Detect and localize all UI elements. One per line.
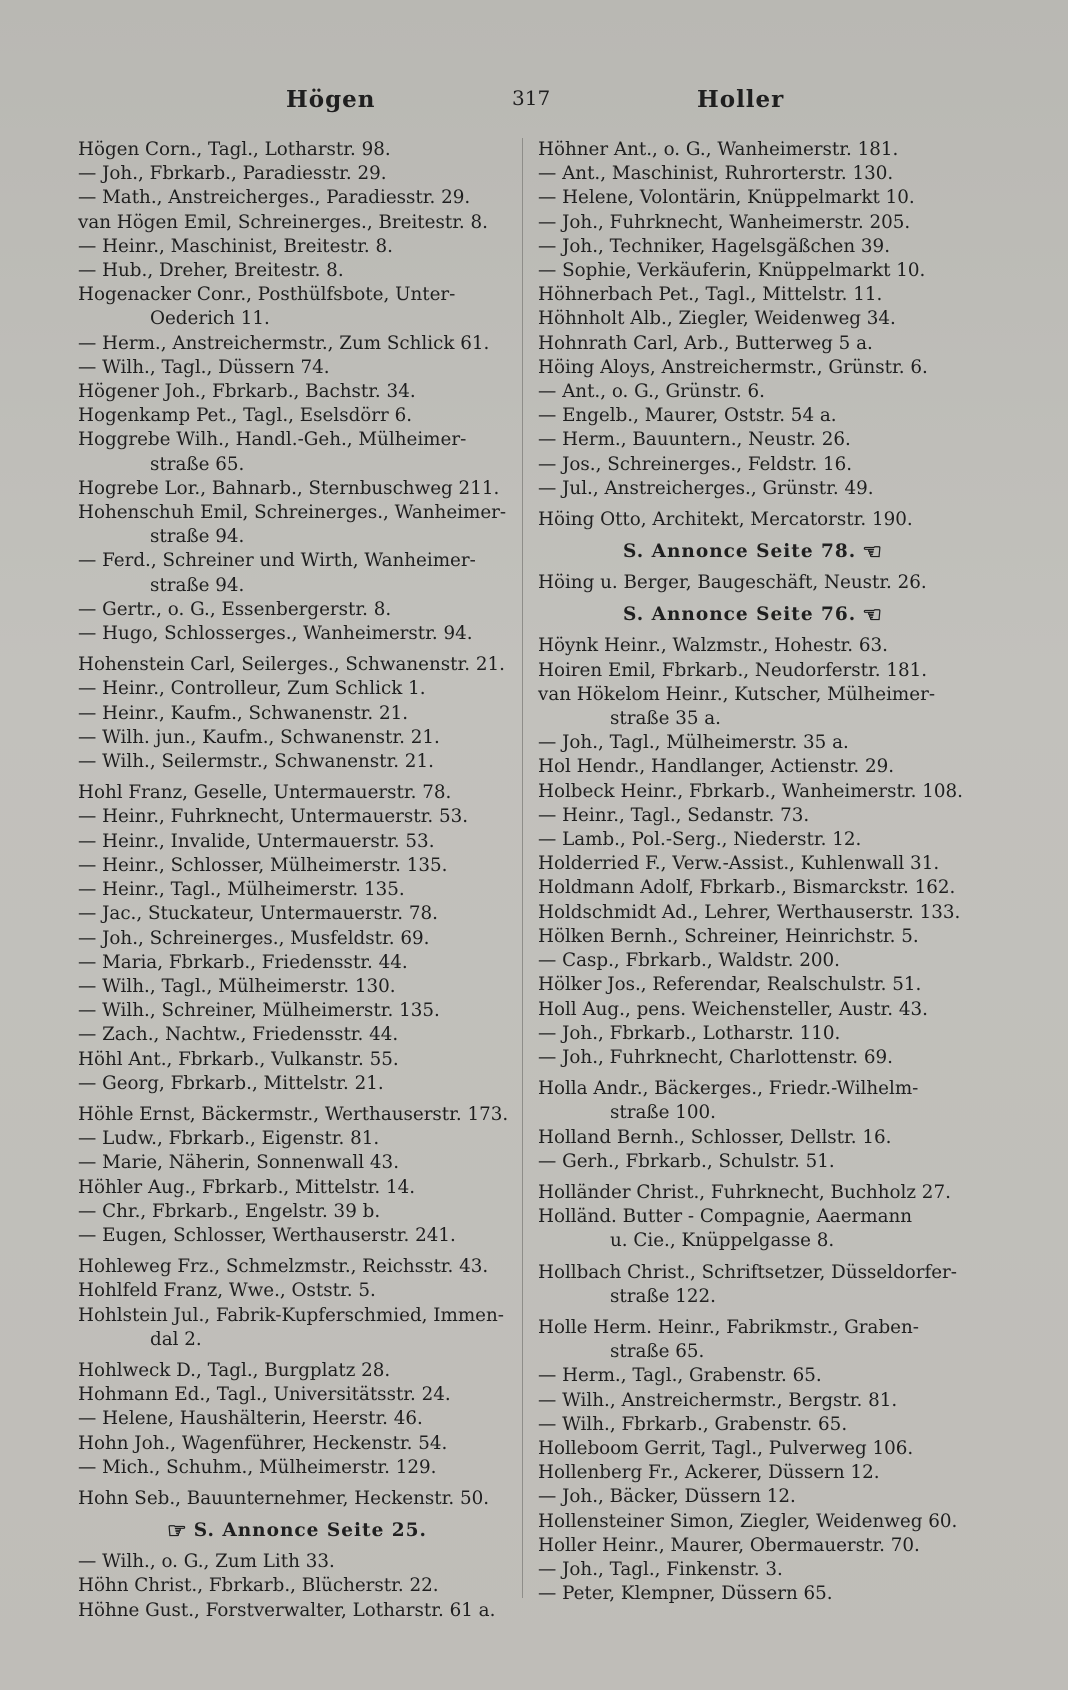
entry-text: — Heinr., Fuhrknecht, Untermauerstr. 53.: [78, 806, 469, 828]
directory-entry: [538, 876, 974, 900]
directory-entry: [78, 1072, 510, 1096]
directory-entry: [538, 162, 974, 186]
directory-entry: [78, 1599, 510, 1623]
directory-entry: [78, 975, 510, 999]
directory-entry: [78, 1151, 510, 1175]
entry-continuation: straße 94.: [150, 574, 245, 596]
entry-text: — Wilh., Anstreichermstr., Bergstr. 81.: [538, 1389, 898, 1411]
directory-entry: [78, 702, 510, 726]
directory-entry: [538, 1413, 974, 1437]
directory-entry: [538, 1126, 974, 1150]
running-head-left: Högen: [286, 86, 376, 113]
entry-text: — Heinr., Kaufm., Schwanenstr. 21.: [78, 702, 409, 724]
entry-text: Holle Herm. Heinr., Fabrikmstr., Graben-: [538, 1316, 919, 1338]
entry-text: Höhle Ernst, Bäckermstr., Werthauserstr. 173.: [78, 1103, 509, 1125]
directory-entry: [78, 927, 510, 951]
entry-text: Hollenberg Fr., Ackerer, Düssern 12.: [538, 1462, 880, 1484]
directory-entry: [78, 1048, 510, 1072]
directory-entry: [78, 235, 510, 259]
directory-entry: [538, 380, 974, 404]
directory-entry: [538, 852, 974, 876]
entry-text: Hohenstein Carl, Seilerges., Schwanenstr. 21.: [78, 654, 505, 676]
entry-text: Hollensteiner Simon, Ziegler, Weidenweg 60.: [538, 1510, 958, 1532]
entry-text: Hohlfeld Franz, Wwe., Oststr. 5.: [78, 1280, 376, 1302]
entry-continuation: dal 2.: [150, 1328, 202, 1350]
directory-entry: [538, 259, 974, 283]
directory-entry: [538, 1077, 974, 1125]
entry-text: Hohl Franz, Geselle, Untermauerstr. 78.: [78, 782, 452, 804]
directory-entry: [538, 1485, 974, 1509]
entry-text: — Maria, Fbrkarb., Friedensstr. 44.: [78, 951, 408, 973]
entry-text: — Lamb., Pol.-Serg., Niederstr. 12.: [538, 829, 862, 851]
entry-text: Hohn Seb., Bauunternehmer, Heckenstr. 50.: [78, 1487, 490, 1509]
directory-entry: [538, 428, 974, 452]
entry-text: — Herm., Bauuntern., Neustr. 26.: [538, 429, 851, 451]
directory-entry: [78, 1407, 510, 1431]
entry-text: — Joh., Fuhrknecht, Wanheimerstr. 205.: [538, 211, 911, 233]
annonce-text: S. Annonce Seite 76.: [623, 604, 857, 626]
directory-entry: [78, 428, 510, 476]
entry-text: Hoiren Emil, Fbrkarb., Neudorferstr. 181.: [538, 659, 928, 681]
entry-text: — Joh., Bäcker, Düssern 12.: [538, 1486, 796, 1508]
entry-text: Hol Hendr., Handlanger, Actienstr. 29.: [538, 756, 895, 778]
directory-entry: [78, 283, 510, 331]
entry-text: — Joh., Fbrkarb., Lotharstr. 110.: [538, 1022, 841, 1044]
entry-text: — Jac., Stuckateur, Untermauerstr. 78.: [78, 903, 438, 925]
entry-text: — Marie, Näherin, Sonnenwall 43.: [78, 1152, 400, 1174]
directory-entry: [78, 1103, 510, 1127]
directory-entry: [78, 501, 510, 549]
entry-text: Höhl Ant., Fbrkarb., Vulkanstr. 55.: [78, 1048, 399, 1070]
directory-entry: [538, 477, 974, 501]
directory-entry: [538, 332, 974, 356]
pointing-hand-right-icon: ☞: [167, 1518, 188, 1545]
directory-entry: [538, 804, 974, 828]
directory-entry: [538, 634, 974, 658]
entry-text: Högener Joh., Fbrkarb., Bachstr. 34.: [78, 381, 416, 403]
directory-entry: [538, 1150, 974, 1174]
entry-text: Höing Otto, Architekt, Mercatorstr. 190.: [538, 509, 913, 531]
directory-entry: [78, 549, 510, 597]
directory-entry: [78, 750, 510, 774]
entry-text: — Heinr., Schlosser, Mülheimerstr. 135.: [78, 854, 448, 876]
directory-entry: [538, 1389, 974, 1413]
entry-text: — Wilh. jun., Kaufm., Schwanenstr. 21.: [78, 726, 440, 748]
entry-continuation: straße 100.: [610, 1102, 716, 1124]
entry-text: — Gerh., Fbrkarb., Schulstr. 51.: [538, 1150, 835, 1172]
entry-text: Hogrebe Lor., Bahnarb., Sternbuschweg 211.: [78, 477, 500, 499]
directory-entry: [538, 571, 974, 595]
directory-entry: [538, 659, 974, 683]
entry-text: Holl Aug., pens. Weichensteller, Austr. 43.: [538, 998, 928, 1020]
entry-text: — Jul., Anstreicherges., Grünstr. 49.: [538, 477, 874, 499]
entry-continuation: straße 35 a.: [610, 708, 721, 730]
directory-entry: [538, 1558, 974, 1582]
directory-entry: [78, 211, 510, 235]
directory-entry: [78, 259, 510, 283]
directory-entry: [78, 404, 510, 428]
entry-text: — Joh., Fbrkarb., Paradiesstr. 29.: [78, 163, 387, 185]
directory-entry: [78, 951, 510, 975]
entry-text: — Gertr., o. G., Essenbergerstr. 8.: [78, 598, 392, 620]
entry-text: — Wilh., Tagl., Düssern 74.: [78, 356, 330, 378]
directory-entry: [78, 1432, 510, 1456]
entry-text: — Joh., Schreinerges., Musfeldstr. 69.: [78, 927, 430, 949]
entry-text: — Casp., Fbrkarb., Waldstr. 200.: [538, 950, 840, 972]
entry-text: Hohenschuh Emil, Schreinerges., Wanheimer-: [78, 502, 507, 524]
directory-entry: [78, 781, 510, 805]
entry-text: — Hugo, Schlosserges., Wanheimerstr. 94.: [78, 623, 473, 645]
pointing-hand-left-icon: ☜: [862, 602, 883, 629]
entry-text: — Wilh., Seilermstr., Schwanenstr. 21.: [78, 751, 434, 773]
directory-entry: [538, 1437, 974, 1461]
entry-text: Holleboom Gerrit, Tagl., Pulverweg 106.: [538, 1437, 914, 1459]
entry-text: — Wilh., Fbrkarb., Grabenstr. 65.: [538, 1413, 848, 1435]
entry-text: — Georg, Fbrkarb., Mittelstr. 21.: [78, 1072, 384, 1094]
directory-entry: [538, 138, 974, 162]
directory-entry: [78, 1224, 510, 1248]
annonce-reference: [538, 602, 974, 628]
entry-text: Högen Corn., Tagl., Lotharstr. 98.: [78, 139, 391, 160]
directory-entry: [538, 1510, 974, 1534]
entry-text: — Heinr., Tagl., Sedanstr. 73.: [538, 804, 810, 826]
entry-text: Höynk Heinr., Walzmstr., Hohestr. 63.: [538, 635, 888, 657]
directory-entry: [538, 901, 974, 925]
entry-text: — Eugen, Schlosser, Werthauserstr. 241.: [78, 1224, 456, 1246]
directory-entry: [538, 1205, 974, 1253]
directory-entry: [538, 235, 974, 259]
entry-text: Holbeck Heinr., Fbrkarb., Wanheimerstr. 108.: [538, 780, 963, 802]
running-head-right: Holler: [697, 86, 785, 113]
entry-text: Holla Andr., Bäckerges., Friedr.-Wilhelm-: [538, 1078, 919, 1100]
entry-text: — Joh., Tagl., Finkenstr. 3.: [538, 1558, 783, 1580]
directory-entry: [78, 622, 510, 646]
entry-text: Höing Aloys, Anstreichermstr., Grünstr. 6.: [538, 356, 928, 378]
entry-text: Holland Bernh., Schlosser, Dellstr. 16.: [538, 1126, 892, 1148]
directory-entry: [538, 1261, 974, 1309]
entry-text: van Högen Emil, Schreinerges., Breitestr. 8.: [78, 211, 488, 233]
pointing-hand-left-icon: ☜: [862, 539, 883, 566]
entry-text: Höhne Gust., Forstverwalter, Lotharstr. 61 a.: [78, 1599, 496, 1621]
entry-text: Hohn Joh., Wagenführer, Heckenstr. 54.: [78, 1432, 448, 1454]
entry-text: Holderried F., Verw.-Assist., Kuhlenwall 31.: [538, 853, 940, 875]
entry-text: — Ludw., Fbrkarb., Eigenstr. 81.: [78, 1128, 380, 1150]
entry-text: Hollbach Christ., Schriftsetzer, Düsseldorfer-: [538, 1261, 957, 1283]
entry-text: Holler Heinr., Maurer, Obermauerstr. 70.: [538, 1534, 920, 1556]
directory-entry: [538, 453, 974, 477]
directory-entry: [78, 186, 510, 210]
entry-text: Höhler Aug., Fbrkarb., Mittelstr. 14.: [78, 1176, 416, 1198]
entry-text: Hohlstein Jul., Fabrik-Kupferschmied, Immen-: [78, 1304, 504, 1326]
entry-text: — Herm., Anstreichermstr., Zum Schlick 61.: [78, 332, 490, 354]
directory-entry: [78, 726, 510, 750]
directory-entry: [538, 731, 974, 755]
directory-entry: [78, 805, 510, 829]
entry-text: Hölker Jos., Referendar, Realschulstr. 51.: [538, 974, 922, 996]
directory-entry: [78, 598, 510, 622]
directory-entry: [538, 1364, 974, 1388]
directory-entry: [538, 683, 974, 731]
directory-entry: [78, 1359, 510, 1383]
entry-text: Holdmann Adolf, Fbrkarb., Bismarckstr. 162.: [538, 877, 956, 899]
directory-entry: [538, 925, 974, 949]
directory-entry: [538, 949, 974, 973]
directory-entry: [78, 477, 510, 501]
entry-text: — Helene, Volontärin, Knüppelmarkt 10.: [538, 187, 915, 209]
directory-entry: [78, 1176, 510, 1200]
entry-text: Holländer Christ., Fuhrknecht, Buchholz 27.: [538, 1181, 951, 1203]
directory-entry: [538, 356, 974, 380]
directory-entry: [78, 653, 510, 677]
annonce-reference: [538, 539, 974, 565]
directory-entry: [78, 1200, 510, 1224]
left-column: [78, 138, 510, 1623]
directory-entry: [538, 828, 974, 852]
entry-text: Hohlweck D., Tagl., Burgplatz 28.: [78, 1359, 391, 1381]
directory-entry: [538, 1181, 974, 1205]
entry-continuation: straße 65.: [610, 1341, 705, 1363]
directory-entry: [78, 1023, 510, 1047]
entry-text: — Heinr., Invalide, Untermauerstr. 53.: [78, 830, 435, 852]
entry-text: Höhnerbach Pet., Tagl., Mittelstr. 11.: [538, 284, 883, 306]
directory-entry: [78, 1574, 510, 1598]
entry-text: — Math., Anstreicherges., Paradiesstr. 29.: [78, 187, 471, 209]
entry-text: — Wilh., Tagl., Mülheimerstr. 130.: [78, 975, 396, 997]
directory-entry: [538, 211, 974, 235]
entry-text: — Mich., Schuhm., Mülheimerstr. 129.: [78, 1456, 437, 1478]
directory-entry: [78, 999, 510, 1023]
entry-text: Hölken Bernh., Schreiner, Heinrichstr. 5.: [538, 925, 919, 947]
annonce-text: S. Annonce Seite 25.: [193, 1520, 427, 1542]
entry-text: — Jos., Schreinerges., Feldstr. 16.: [538, 453, 853, 475]
directory-entry: [78, 1304, 510, 1352]
entry-text: — Herm., Tagl., Grabenstr. 65.: [538, 1365, 822, 1387]
entry-text: — Wilh., o. G., Zum Lith 33.: [78, 1551, 335, 1573]
directory-entry: [538, 1022, 974, 1046]
entry-text: — Joh., Techniker, Hagelsgäßchen 39.: [538, 235, 891, 257]
entry-text: — Helene, Haushälterin, Heerstr. 46.: [78, 1408, 423, 1430]
directory-entry: [78, 1456, 510, 1480]
column-divider: [522, 138, 523, 1598]
directory-entry: [538, 780, 974, 804]
entry-text: Hohmann Ed., Tagl., Universitätsstr. 24.: [78, 1384, 451, 1406]
directory-entry: [78, 356, 510, 380]
directory-entry: [78, 162, 510, 186]
directory-entry: [78, 380, 510, 404]
entry-continuation: u. Cie., Knüppelgasse 8.: [610, 1230, 835, 1252]
entry-text: — Heinr., Maschinist, Breitestr. 8.: [78, 235, 393, 257]
entry-text: — Ant., o. G., Grünstr. 6.: [538, 381, 765, 403]
right-column: [538, 138, 974, 1606]
entry-text: — Wilh., Schreiner, Mülheimerstr. 135.: [78, 1000, 440, 1022]
directory-entry: [538, 973, 974, 997]
entry-text: Hoggrebe Wilh., Handl.-Geh., Mülheimer-: [78, 429, 467, 451]
entry-text: — Heinr., Tagl., Mülheimerstr. 135.: [78, 879, 405, 901]
directory-entry: [538, 1461, 974, 1485]
annonce-text: S. Annonce Seite 78.: [623, 541, 857, 563]
entry-text: — Ferd., Schreiner und Wirth, Wanheimer-: [78, 550, 476, 572]
directory-entry: [538, 283, 974, 307]
page-header: [0, 86, 1068, 126]
page-number: 317: [512, 86, 551, 110]
entry-text: — Engelb., Maurer, Oststr. 54 a.: [538, 405, 837, 427]
directory-entry: [78, 1127, 510, 1151]
directory-entry: [78, 854, 510, 878]
directory-entry: [78, 1383, 510, 1407]
entry-text: — Heinr., Controlleur, Zum Schlick 1.: [78, 678, 426, 700]
directory-entry: [78, 902, 510, 926]
entry-text: Hogenkamp Pet., Tagl., Eselsdörr 6.: [78, 405, 413, 427]
directory-entry: [78, 1550, 510, 1574]
directory-entry: [538, 186, 974, 210]
entry-text: — Zach., Nachtw., Friedensstr. 44.: [78, 1024, 399, 1046]
entry-text: Holländ. Butter - Compagnie, Aaermann: [538, 1206, 913, 1228]
directory-entry: [538, 508, 974, 532]
entry-continuation: Oederich 11.: [150, 308, 270, 330]
entry-text: — Peter, Klempner, Düssern 65.: [538, 1583, 833, 1605]
entry-text: Höing u. Berger, Baugeschäft, Neustr. 26.: [538, 572, 927, 594]
annonce-reference: [78, 1518, 510, 1544]
entry-text: — Ant., Maschinist, Ruhrorterstr. 130.: [538, 163, 894, 185]
entry-text: Hohnrath Carl, Arb., Butterweg 5 a.: [538, 332, 873, 354]
directory-entry: [78, 830, 510, 854]
directory-entry: [538, 1534, 974, 1558]
directory-entry: [538, 404, 974, 428]
entry-continuation: straße 94.: [150, 526, 245, 548]
directory-entry: [78, 1487, 510, 1511]
directory-entry: [538, 998, 974, 1022]
entry-text: — Chr., Fbrkarb., Engelstr. 39 b.: [78, 1200, 381, 1222]
directory-entry: [78, 1279, 510, 1303]
entry-text: Höhn Christ., Fbrkarb., Blücherstr. 22.: [78, 1575, 439, 1597]
directory-entry: [538, 755, 974, 779]
directory-entry: [538, 1582, 974, 1606]
entry-text: — Joh., Tagl., Mülheimerstr. 35 a.: [538, 732, 849, 754]
directory-entry: [78, 138, 510, 162]
entry-text: Hogenacker Conr., Posthülfsbote, Unter-: [78, 284, 456, 306]
directory-entry: [78, 878, 510, 902]
entry-text: Höhnholt Alb., Ziegler, Weidenweg 34.: [538, 308, 896, 330]
entry-text: van Hökelom Heinr., Kutscher, Mülheimer-: [538, 683, 935, 705]
directory-entry: [538, 307, 974, 331]
directory-entry: [78, 332, 510, 356]
directory-entry: [538, 1316, 974, 1364]
entry-text: — Sophie, Verkäuferin, Knüppelmarkt 10.: [538, 260, 926, 282]
directory-entry: [78, 677, 510, 701]
entry-text: Holdschmidt Ad., Lehrer, Werthauserstr. 133.: [538, 901, 961, 923]
entry-continuation: straße 65.: [150, 453, 245, 475]
entry-text: — Joh., Fuhrknecht, Charlottenstr. 69.: [538, 1046, 893, 1068]
entry-text: Höhner Ant., o. G., Wanheimerstr. 181.: [538, 139, 899, 160]
directory-entry: [78, 1255, 510, 1279]
directory-entry: [538, 1046, 974, 1070]
entry-text: — Hub., Dreher, Breitestr. 8.: [78, 260, 344, 282]
entry-continuation: straße 122.: [610, 1285, 716, 1307]
entry-text: Hohleweg Frz., Schmelzmstr., Reichsstr. 43.: [78, 1256, 489, 1278]
